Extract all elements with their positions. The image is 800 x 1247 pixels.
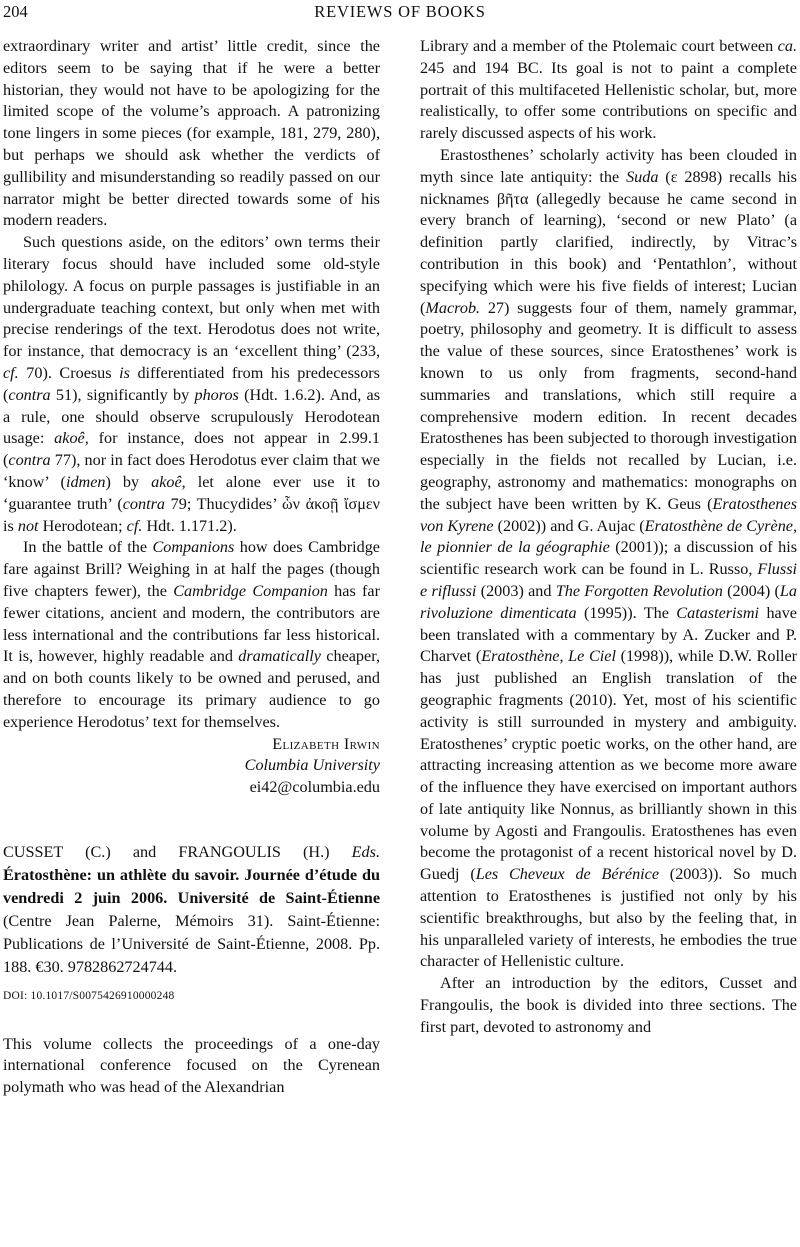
review-paragraph: This volume collects the proceedings of a one-day international conference focused on the Cyrenean polymath who was head of the Alexandrian [3,1034,380,1097]
review-paragraph-continuation: extraordinary writer and artist’ little credit, since the editors seem to be saying that if he were a better historian, they would not have to be apologizing for the limited scope of the volume’s approach. A patronizing tone lingers in some pieces (for example, 181, 279, 280), but perhaps we should ask whether the verdicts of gullibility and misunderstanding so readily passed on our narrator might be better directed towards some of his modern readers. [3,37,380,230]
reviewer-name: Elizabeth Irwin [272,734,380,753]
review-paragraph: Such questions aside, on the editors’ own terms their literary focus should have included some old-style philology. A focus on purple passages is justifiable in an undergraduate teaching context, but only when met with precise renderings of the text. Herodotus does not write, for instance, that democracy is an ‘excellent thing’ (233, cf. 70). Croesus is differentiated from his predecessors (contra 51), significantly by phoros (Hdt. 1.6.2). And, as a rule, one should observe scrupulously Herodotean usage: akoê, for instance, does not appear in 2.99.1 (contra 77), nor in fact does Herodotus ever claim that we ‘know’ (idmen) by akoê, let alone ever use it to ‘guarantee truth’ (contra 79; Thucydides’ ὧν ἀκοῇ ἴσμεν is not Herodotean; cf. Hdt. 1.171.2). [3,233,380,535]
review-paragraph-continuation: Library and a member of the Ptolemaic court between ca. 245 and 194 BC. Its goal is not to paint a complete portrait of this multifaceted Hellenistic scholar, but, more realistically, to offer some contributions on specific and rarely discussed aspects of his work. [420,37,797,143]
reviewer-email: ei42@columbia.edu [249,778,380,797]
doi-line: DOI: 10.1017/S0075426910000248 [3,989,175,1002]
running-head-title: REVIEWS OF BOOKS [314,2,486,21]
page-header [3,2,797,24]
left-column [3,36,380,1099]
page-number: 204 [3,2,28,21]
review-paragraph: After an introduction by the editors, Cusset and Frangoulis, the book is divided into three sections. The first part, devoted to astronomy and [420,974,797,1036]
reviewer-affiliation: Columbia University [244,756,380,775]
review-paragraph: Erastosthenes’ scholarly activity has been clouded in myth since late antiquity: the Suda (ε 2898) recalls his nicknames βῆτα (allegedly because he came second in every branch of learning), ‘second or new Plato’ (a definition partly clarified, indirectly, by Vitrac’s contribution in this book) and ‘Pentathlon’, without specifying which were his five fields of interest; Lucian (Macrob. 27) suggests four of them, namely grammar, poetry, philosophy and geometry. It is difficult to assess the value of these sources, since Eratosthenes’ work is known to us only from fragments, second-hand summaries and translations, which still require a comprehensive modern edition. In recent decades Eratosthenes has been subjected to thorough investigation especially in the fields not recalled by Lucian, i.e. geography, astronomy and mathematics: monographs on the subject have been written by K. Geus (Eratosthenes von Kyrene (2002)) and G. Aujac (Eratosthène de Cyrène, le pionnier de la géographie (2001)); a discussion of his scientific research work can be found in L. Russo, Flussi e riflussi (2003) and The Forgotten Revolution (2004) (La rivoluzione dimenticata (1995)). The Catasterismi have been translated with a commentary by A. Zucker and P. Charvet (Eratosthène, Le Ciel (1998)), while D.W. Roller has just published an English translation of the geographic fragments (2010). Yet, most of his scientific activity is still surrounded in mystery and ambiguity. Eratosthenes’ cryptic poetic works, on the other hand, are attracting increasing attention as we become more aware of the influence they have exercised on important authors of late antiquity like Nonnus, as brilliantly shown in this volume by Agosti and Frangoulis. Eratosthenes has even become the protagonist of a recent historical novel by D. Guedj (Les Cheveux de Bérénice (2003)). So much attention to Eratosthenes is justified not only by his scientific breakthroughs, but also by the feeling that, in his unparalleled variety of interests, he embodies the true character of Hellenistic culture. [420,145,798,971]
review-paragraph: In the battle of the Companions how does Cambridge fare against Brill? Weighing in at half the pages (though five chapters fewer), the Cambridge Companion has far fewer citations, ancient and modern, the contributors are less international and the contributions far less historical. It is, however, highly readable and dramatically cheaper, and on both counts likely to be owned and perused, and therefore to encourage its primary audience to go experience Herodotus’ text for themselves. [3,538,381,731]
reviewer-signature [3,734,380,799]
two-column-layout [3,36,797,1099]
right-column [420,36,797,1099]
book-citation-heading: CUSSET (C.) and FRANGOULIS (H.) Eds. Ératosthène: un athlète du savoir. Journée d’étude du vendredi 2 juin 2006. Université de Saint-Étienne (Centre Jean Palerne, Mémoirs 31). Saint-Étienne: Publications de l’Université de Saint-Étienne, 2008. Pp. 188. €30. 9782862724744. [3,842,380,976]
